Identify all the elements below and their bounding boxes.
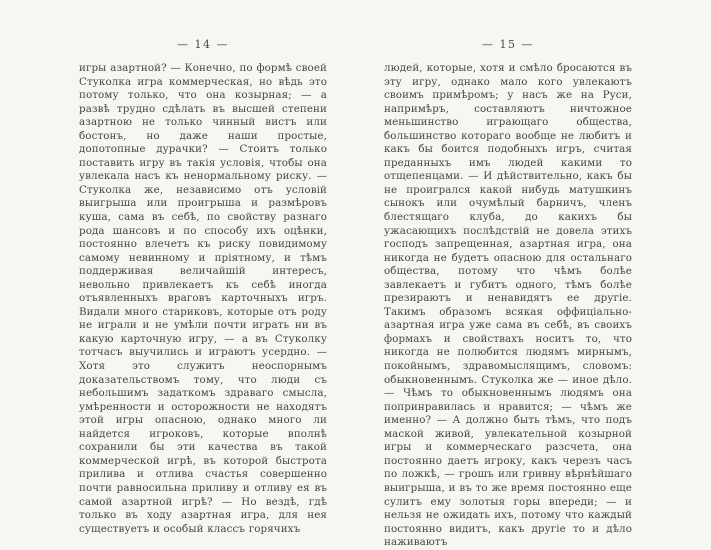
- page-text-left: игры азартной? — Конечно, по формѣ своей Стуколка игра коммерческая, но вѣдь это потому только, что она козырная; — а развѣ трудно сдѣлать въ высшей степени азартною не только чинный вистъ или бостонъ, но даже наши простые, допотопные дурачки? — Стоитъ только поставить игру въ такія условія, чтобы она увлекала насъ къ ненормальному риску. — Стуколка же, независимо отъ условій выигрыша или проигрыша и размѣровъ куша, сама въ себѣ, по свойству разнаго рода шансовъ и по способу ихъ оцѣнки, постоянно влечетъ къ риску повидимому самому невинному и пріятному, и тѣмъ поддерживая величайшій интересъ, невольно привлекаетъ къ себѣ иногда отъявленныхъ враговъ карточныхъ игръ. Видали много стариковъ, которые отъ роду не играли и не умѣли почти играть ни въ какую карточную игру, — а въ Стуколку тотчасъ выучились и играютъ усердно. — Хотя это служитъ неоспорнымъ доказательствомъ тому, что люди съ небольшимъ задаткомъ здраваго смысла, умѣренности и осторожности не находятъ этой игры опасною, однако много ли найдется игроковъ, которые вполнѣ сохранили бы эти качества въ такой коммерческой игрѣ, въ которой быстрота прилива и отлива счастья совершенно почти равносильна приливу и отливу ея въ самой азартной игрѣ? — Но вездѣ, гдѣ только въ ходу азартная игра, для нея существуетъ и особый классъ горячихъ: [79, 62, 327, 535]
- page-left: [79, 38, 327, 540]
- page-number-left: — 14 —: [177, 38, 229, 51]
- page-text-right: людей, которые, хотя и смѣло бросаются въ эту игру, однако мало кого увлекаютъ своимъ примѣромъ; у насъ же на Руси, напримѣръ, составляютъ ничтожное меньшинство играющаго общества, большинство котораго вообще не любитъ и какъ бы боится подобныхъ игръ, считая преданныхъ имъ людей какими то отщепенцами. — И дѣйствительно, какъ бы не проигрался какой нибудь матушкинъ сынокъ или очумѣлый барничъ, членъ блестящаго клуба, до какихъ бы ужасающихъ послѣдствій не довела этихъ господъ запрещенная, азартная игра, она никогда не будетъ опасною для остальнаго общества, потому что чѣмъ болѣе завлекаетъ и губитъ одного, тѣмъ болѣе презираютъ и ненавидятъ ее другіе. Такимъ образомъ всякая оффиціально-азартная игра уже сама въ себѣ, въ своихъ формахъ и свойствахъ носитъ то, что никогда не полюбится людямъ мирнымъ, покойнымъ, здравомыслящимъ, словомъ: обыкновеннымъ. Стуколка же — иное дѣло. — Чѣмъ то обыкновеннымъ людямъ она попринравилась и нравится; — чѣмъ же именно? — А должно быть тѣмъ, что подъ маской живой, увлекательной козырной игры и коммерческаго разсчета, она постоянно даетъ игроку, какъ черезъ часъ по ложкѣ, — грошъ или гривну вѣрнѣйшаго выигрыша, и въ то же время постоянно еще сулитъ ему золотыя горы впереди; — и нельзя не ожидать ихъ, потому что каждый постоянно видитъ, какъ другіе то и дѣло наживаютъ: [384, 62, 632, 549]
- page-number-right: — 15 —: [482, 38, 534, 51]
- page-right: [384, 38, 632, 549]
